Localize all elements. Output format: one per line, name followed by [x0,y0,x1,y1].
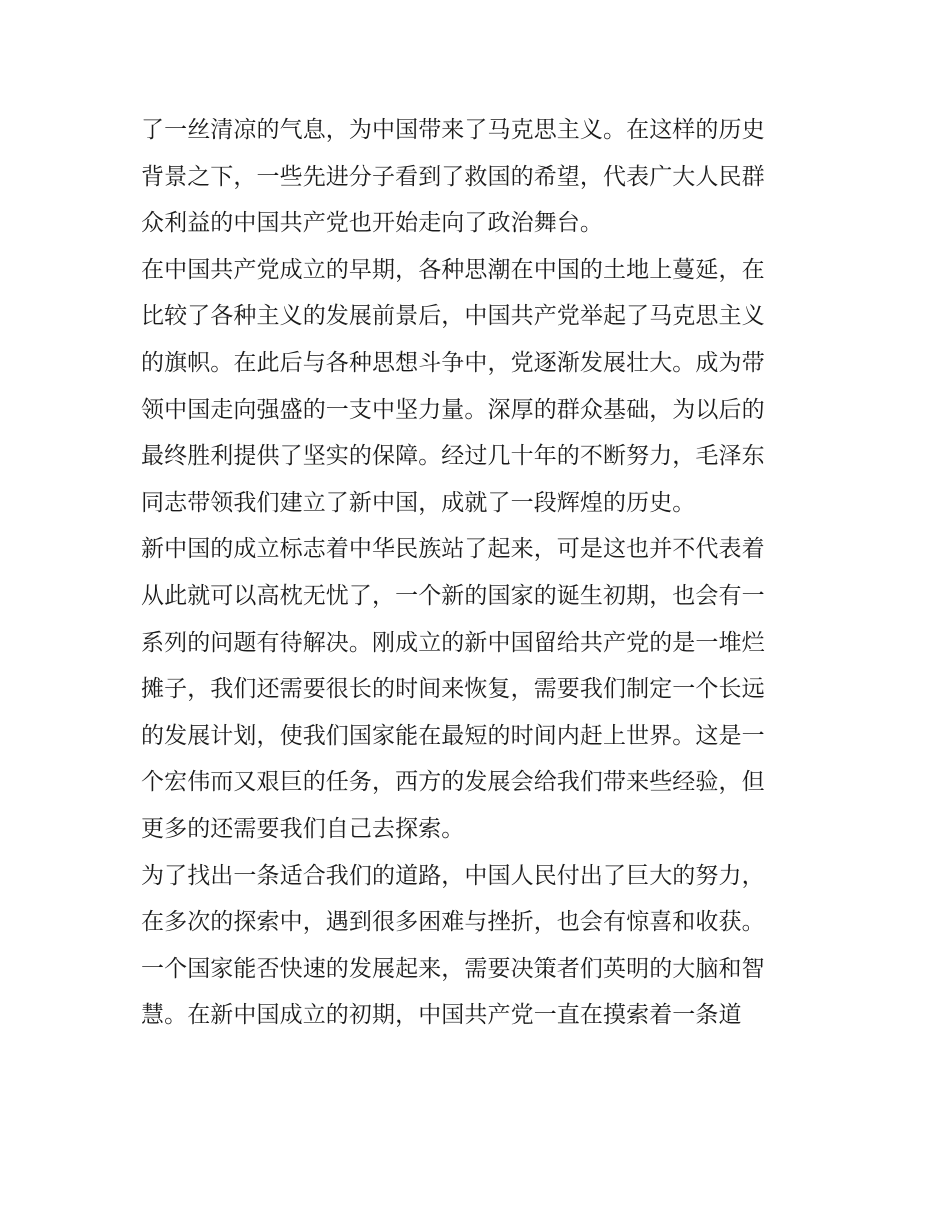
text-line: 为了找出一条适合我们的道路，中国人民付出了巨大的努力， [141,862,765,889]
text-line: 更多的还需要我们自己去探索。 [141,815,465,842]
text-line: 最终胜利提供了坚实的保障。经过几十年的不断努力，毛泽东 [141,443,765,470]
text-line: 了一丝清凉的气息，为中国带来了马克思主义。在这样的历史 [141,117,765,143]
text-line: 个宏伟而又艰巨的任务，西方的发展会给我们带来些经验，但 [141,769,765,796]
text-line: 一个国家能否快速的发展起来，需要决策者们英明的大脑和智 [141,955,765,982]
text-line: 同志带领我们建立了新中国，成就了一段辉煌的历史。 [141,489,696,516]
text-line: 系列的问题有待解决。刚成立的新中国留给共产党的是一堆烂 [141,629,765,656]
text-line: 比较了各种主义的发展前景后，中国共产党举起了马克思主义 [141,303,765,330]
text-line: 慧。在新中国成立的初期，中国共产党一直在摸索着一条道 [141,1002,742,1029]
body-text [141,107,821,1039]
text-line: 的旗帜。在此后与各种思想斗争中，党逐渐发展壮大。成为带 [141,349,765,376]
text-line: 从此就可以高枕无忧了，一个新的国家的诞生初期，也会有一 [141,582,765,609]
text-line: 在多次的探索中，遇到很多困难与挫折，也会有惊喜和收获。 [141,909,765,936]
text-line: 新中国的成立标志着中华民族站了起来，可是这也并不代表着 [141,536,765,563]
text-line: 众利益的中国共产党也开始走向了政治舞台。 [141,210,603,237]
text-line: 的发展计划，使我们国家能在最短的时间内赶上世界。这是一 [141,722,765,749]
text-line: 在中国共产党成立的早期，各种思潮在中国的土地上蔓延，在 [141,256,765,283]
text-line: 领中国走向强盛的一支中坚力量。深厚的群众基础，为以后的 [141,396,765,423]
text-line: 背景之下，一些先进分子看到了救国的希望，代表广大人民群 [141,163,765,190]
text-line: 摊子，我们还需要很长的时间来恢复，需要我们制定一个长远 [141,676,765,703]
